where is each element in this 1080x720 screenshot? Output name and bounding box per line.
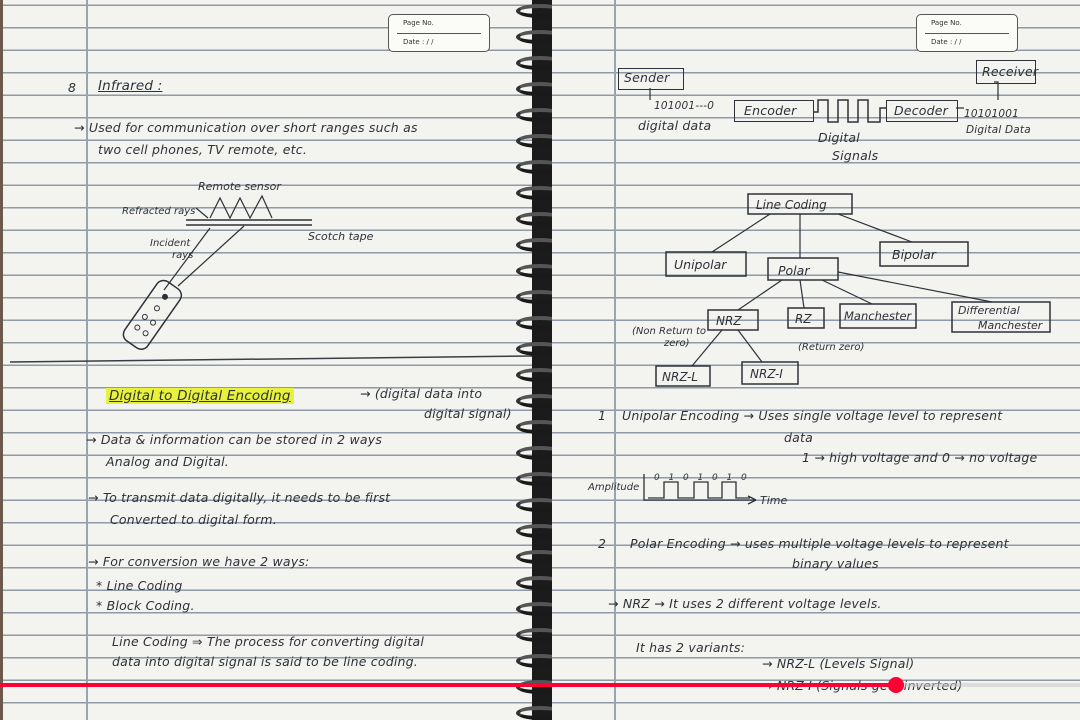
digital-signals-label-1: Digital [818,130,860,145]
transmit-line-2: Converted to digital form. [110,512,277,527]
page-no-label-right: Page No. [931,19,962,27]
tree-root-label: Line Coding [756,198,827,212]
incident-rays-label-2: rays [172,250,194,261]
diff-manchester-label-2: Manchester [978,319,1043,332]
nrz-label: NRZ [716,314,742,328]
nrz-line: → NRZ → It uses 2 different voltage levels. [608,596,882,611]
d2d-heading-text: Digital to Digital Encoding [106,388,294,404]
nrz-l-label: NRZ-L [662,370,698,384]
polar-line-2: binary values [792,556,879,571]
video-progress-bar[interactable] [0,683,1080,687]
d2d-note-1: → (digital data into [360,386,483,401]
unipolar-bit-label: 0 [683,473,689,483]
variant-nrz-l: → NRZ-L (Levels Signal) [762,656,915,671]
variants-line: It has 2 variants: [636,640,746,655]
unipolar-bit-label: 0 [712,473,718,483]
stored-line-2: Analog and Digital. [106,454,229,469]
left-page [0,0,532,720]
video-progress-fill [0,683,896,687]
section-number: 8 [68,80,77,95]
d2d-note-2: digital signal) [424,406,512,421]
polar-label: Polar [778,263,810,278]
data-out-bits: 10101001 [964,108,1020,120]
diff-manchester-label-1: Differential [958,304,1020,317]
date-label-right: Date : / / [931,38,962,46]
nrz-note-1: (Non Return to [632,326,707,337]
scotch-tape-label: Scotch tape [308,230,374,243]
encoder-label: Encoder [744,103,797,118]
right-page-drawings [552,0,1080,720]
sender-label: Sender [624,70,670,85]
unipolar-bit-label: 1 [726,473,733,483]
refracted-rays-label: Refracted rays [122,206,196,217]
section-divider [10,356,532,362]
remote-sensor-label: Remote sensor [198,180,281,193]
receiver-connector [956,82,998,108]
polar-line-1: Polar Encoding → uses multiple voltage levels to represent [630,536,1009,551]
unipolar-label: Unipolar [674,257,727,272]
unipolar-bit-label: 0 [741,473,747,483]
rz-note: (Return zero) [798,342,865,353]
line-coding-def-2: data into digital signal is said to be line coding. [112,654,418,669]
incident-rays-label-1: Incident [150,238,191,249]
tv-remote-drawing [120,277,184,352]
digital-signals-label-2: Signals [832,148,879,163]
infrared-line-1: → Used for communication over short ranges such as [74,120,418,135]
way-block-coding: * Block Coding. [96,598,195,613]
transmit-line-1: → To transmit data digitally, it needs to be first [88,490,391,505]
rz-label: RZ [795,312,812,326]
polar-number: 2 [598,536,607,551]
unipolar-line-3: 1 → high voltage and 0 → no voltage [802,450,1038,465]
conversion-line: → For conversion we have 2 ways: [88,554,310,569]
infrared-heading: Infrared : [98,78,163,94]
unipolar-line-1: Unipolar Encoding → Uses single voltage level to represent [622,408,1003,423]
line-coding-def-1: Line Coding ⇒ The process for converting digital [112,634,425,649]
unipolar-bit-label: 1 [697,473,704,483]
unipolar-line-2: data [784,430,813,445]
receiver-label: Receiver [982,64,1039,79]
unipolar-bit-label: 0 [654,473,660,483]
refracted-rays [196,196,272,218]
unipolar-bit-label: 1 [668,473,675,483]
d2d-heading [106,388,294,404]
digital-signal-wave [814,100,886,122]
page-no-label: Page No. [403,19,434,27]
infrared-diagram [0,0,532,360]
data-in-bits: 101001---0 [654,100,715,112]
digital-data-out-label: Digital Data [966,124,1031,136]
bipolar-label: Bipolar [892,247,936,262]
nrz-i-label: NRZ-I [750,367,783,381]
stored-line-1: → Data & information can be stored in 2 ways [86,432,383,447]
way-line-coding: * Line Coding [96,578,183,593]
time-label: Time [760,494,788,507]
digital-data-label: digital data [638,118,712,133]
right-page [552,0,1080,720]
unipolar-wave [648,482,750,498]
nrz-note-2: zero) [664,338,690,349]
amplitude-label: Amplitude [588,482,640,493]
manchester-label: Manchester [844,309,912,323]
unipolar-number: 1 [598,408,607,423]
decoder-label: Decoder [894,103,949,118]
date-label: Date : / / [403,38,434,46]
infrared-line-2: two cell phones, TV remote, etc. [98,142,307,157]
